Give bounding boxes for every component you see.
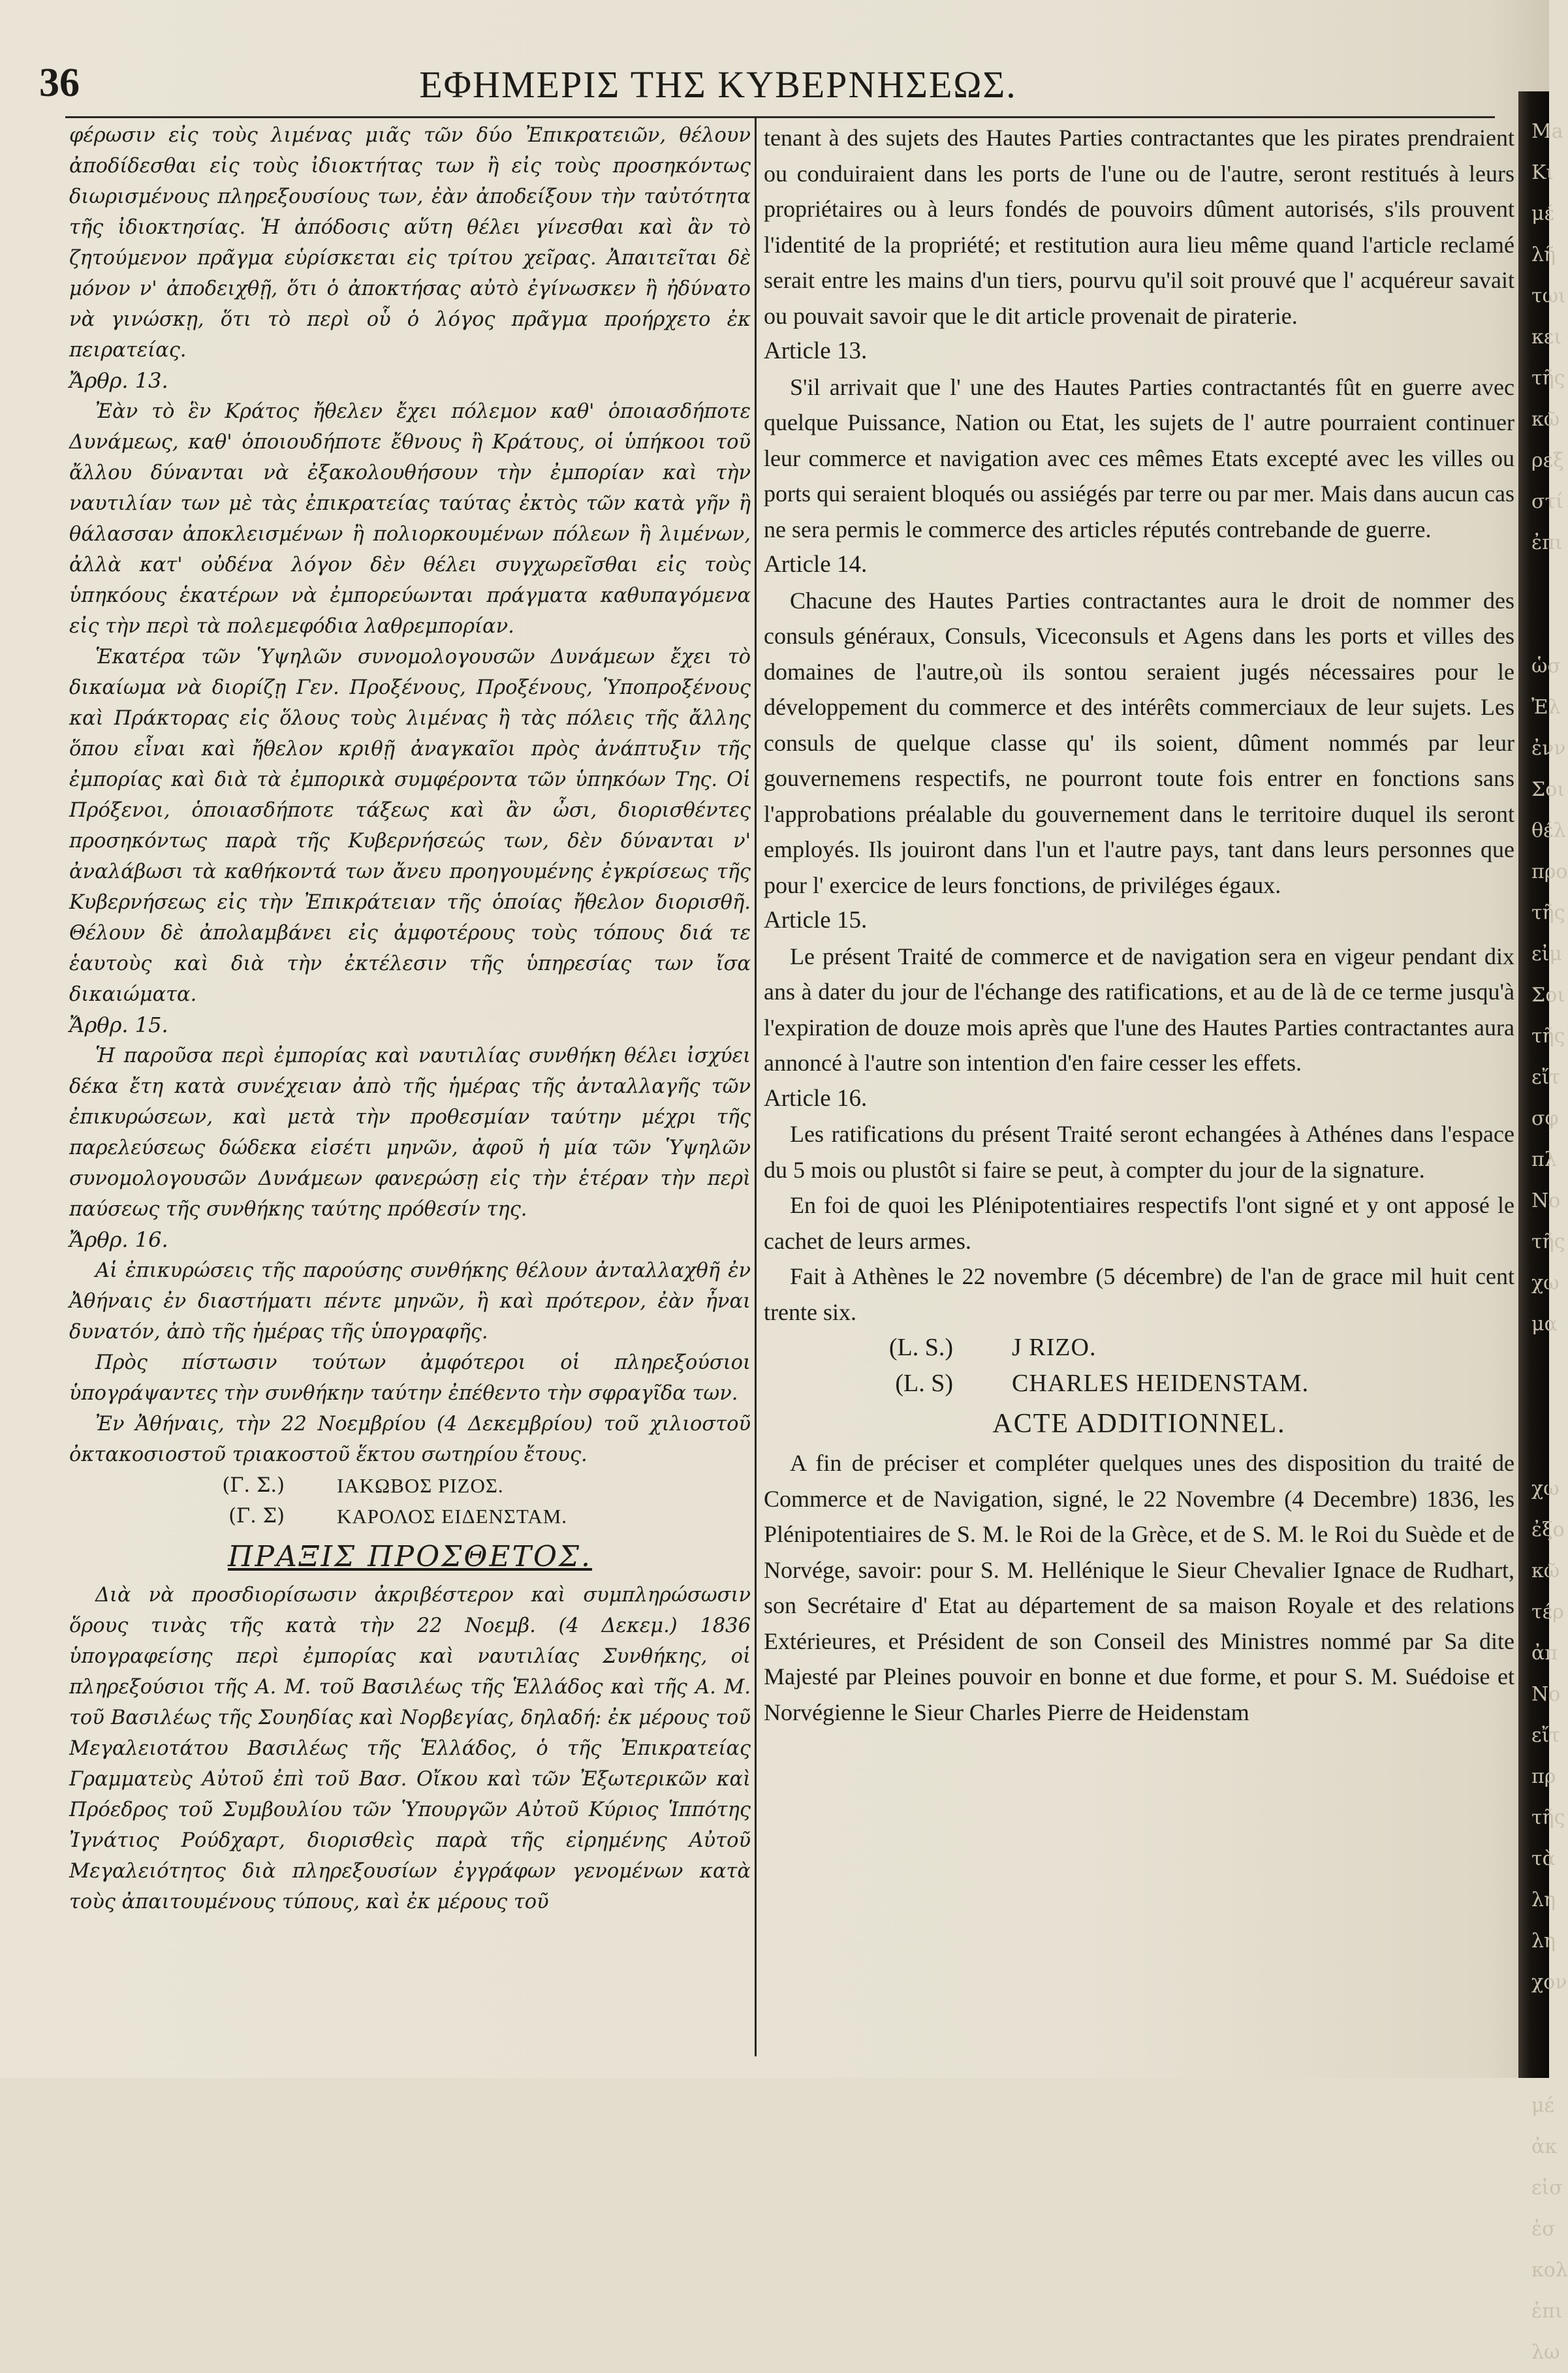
greek-column <box>69 120 751 1917</box>
greek-article-13-heading: Ἄρθρ. 13. <box>69 368 168 393</box>
next-page-fragment: εἰσ <box>1531 2177 1563 2199</box>
french-signature-1 <box>764 1330 1514 1366</box>
greek-article-13-text: Ἐὰν τὸ ἓν Κράτος ἤθελεν ἔχει πόλεμον καθ' ὁποιασδήποτε Δυνάμεως, καθ' ὁποιουδήποτε ἔθνους ἢ Κράτους, οἱ ὑπήκοοι τοῦ ἄλλου δύνανται νὰ ἐξακολουθήσουν τὴν ἐμπορίαν καὶ τὴν ναυτιλίαν των μὲ τὰς ἐπικρατείας ταύτας ἐκτὸς τῶν κατὰ γῆν ἢ θάλασσαν ἀποκλεισμένων ἢ πολιορκουμένων πόλεων ἢ λιμένων, ἀλλὰ κατ' οὐδένα λόγον δὲν θέλει συγχωρεῖσθαι εἰς τοὺς ὑπηκόους ἑκατέρων νὰ ἐμπορεύωνται πράγματα καθυπαγόμενα εἰς τὴν περὶ τὰ πολεμεφόδια λαθρεμπορίαν. <box>69 400 751 638</box>
next-page-fragment: πρ <box>1531 1765 1556 1788</box>
french-article-13-text: S'il arrivait que l' une des Hautes Parties contractantés fût en guerre avec quelque Puissance, Nation ou Etat, les sujets de l' autre pourraient continuer leur commerce et navigation avec ces mêmes Etats excepté avec les villes ou ports qui seraient bloqués ou assiégés par terre ou par mer. Mais dans aucun cas ne sera permis le commerce des articles réputés contrebande de guerre. <box>764 373 1514 542</box>
french-witness-clause: En foi de quoi les Plénipotentiaires respectifs l'ont signé et y ont apposé le cachet de leurs armes. <box>764 1192 1514 1254</box>
seal-mark: (L. S.) <box>888 1334 953 1361</box>
next-page-fragment: σφ <box>1531 1107 1559 1130</box>
next-page-fragment: θέλ <box>1531 819 1566 842</box>
next-page-fragment <box>1531 2044 1549 2085</box>
next-page-fragment: εἴτ <box>1531 1724 1560 1747</box>
next-page-fragment: χον <box>1531 1971 1567 1994</box>
next-page-fragment: ἐξο <box>1531 1518 1565 1541</box>
seal-mark: (Γ. Σ.) <box>222 1474 285 1497</box>
next-page-fragment <box>1531 1427 1549 1468</box>
french-column <box>764 120 1514 1730</box>
next-page-fragment: χω <box>1531 1272 1560 1295</box>
next-page-fragment: πλ <box>1531 1148 1557 1171</box>
next-page-fragment: Ἐλ <box>1531 696 1561 719</box>
french-article-16-text: Les ratifications du présent Traité seront echangées à Athénes dans l'espace du 5 mois ou plustôt si faire se peut, à compter du jour de la signature. <box>764 1121 1514 1183</box>
french-article-12-end: tenant à des sujets des Hautes Parties contractantes que les pirates prendraient ou conduiraient dans les ports de l'une ou de l'autre, seront restitués à leurs propriétaires ou à leurs fondés de pouvoirs dûment autorisés, s'ils prouvent l'identité de la propriété; et restitution aura lieu même quand l'article reclamé serait entre les mains d'un tiers, pourvu qu'il soit prouvé que l' acquéreur savait ou pouvait savoir que le dit article provenait de piraterie. <box>764 125 1514 329</box>
greek-date-clause: Ἐν Ἀθήναις, τὴν 22 Νοεμβρίου (4 Δεκεμβρίου) τοῦ χιλιοστοῦ ὀκτακοσιοστοῦ τριακοστοῦ ἕκτου σωτηρίου ἔτους. <box>69 1413 751 1466</box>
next-page-fragment: Σοι <box>1531 984 1565 1007</box>
french-article-14-text: Chacune des Hautes Parties contractantes aura le droit de nommer des consuls généraux, Consuls, Viceconsuls et Agens dans les ports et villes des domaines de l'autre,où ils sontou seraient jugés nécessaires pour le développement du commerce et des intérêts commerciaux de leur sujets. Les consuls de quelque classe qu' ils soient, dûment nommés par leur gouvernemens respectifs, ne pourront toute fois entrer en fonctions sans l'approbations préalable du gouvernement dans le territoire duquel ils seront employés. Ils jouiront dans l'un et l'autre pays, tant dans leurs personnes que pour l' exercice de leurs fonctions, de priviléges égaux. <box>764 587 1514 898</box>
french-additional-act-title: ACTE ADDITIONNEL. <box>992 1409 1286 1439</box>
greek-signature-1 <box>69 1470 751 1501</box>
next-page-fragment: μέ <box>1531 2094 1555 2117</box>
french-date-clause: Fait à Athènes le 22 novembre (5 décembre) de l'an de grace mil huit cent trente six. <box>764 1263 1514 1325</box>
next-page-fragment: τέρ <box>1531 1601 1564 1624</box>
next-page-fragment: χω <box>1531 1477 1560 1500</box>
next-page-fragment: Νο <box>1531 1683 1561 1706</box>
french-article-14-heading: Article 14. <box>764 551 868 578</box>
next-page-fragment: στί <box>1531 490 1563 513</box>
next-page-fragment: τὰ <box>1531 1847 1556 1870</box>
next-page-fragment: Νο <box>1531 1189 1561 1212</box>
next-page-fragment: ἐπι <box>1531 531 1563 554</box>
next-page-fragment: λῆ <box>1531 244 1556 266</box>
next-page-fragment: Κι <box>1531 161 1554 184</box>
next-page-fragment: κει <box>1531 326 1562 349</box>
page-title: ΕΦΗΜΕΡΙΣ ΤΗΣ ΚΥΒΕΡΝΗΣΕΩΣ. <box>419 63 1017 106</box>
next-page-fragment <box>1531 2003 1549 2044</box>
column-divider <box>755 118 757 2056</box>
signatory-name: J RIZO. <box>1012 1334 1097 1361</box>
greek-article-15-text: Ἡ παροῦσα περὶ ἐμπορίας καὶ ναυτιλίας συνθήκη θέλει ἰσχύει δέκα ἔτη κατὰ συνέχειαν ἀπὸ τῆς ἡμέρας τῆς ἀνταλλαγῆς τῶν ἐπικυρώσεων, καὶ μετὰ τὴν προθεσμίαν ταύτην μέχρι τῆς παρελεύσεως δώδεκα εἰσέτι μηνῶν, ἀφοῦ ἡ μία τῶν Ὑψηλῶν συνομολογουσῶν Δυνάμεων φανερώσῃ εἰς τὴν ἑτέραν τὴν περὶ παύσεως τῆς συνθήκης ταύτης πρόθεσίν της. <box>69 1045 751 1221</box>
next-page-fragment: κῶ <box>1531 408 1560 431</box>
next-page-fragment <box>1531 1345 1549 1386</box>
signatory-name: CHARLES HEIDENSTAM. <box>1012 1369 1309 1397</box>
next-page-fragment: προ <box>1531 860 1568 883</box>
signatory-name: ΙΑΚΩΒΟΣ ΡΙΖΟΣ. <box>337 1474 504 1497</box>
greek-article-14-text: Ἑκατέρα τῶν Ὑψηλῶν συνομολογουσῶν Δυνάμεων ἔχει τὸ δικαίωμα νὰ διορίζῃ Γεν. Προξένους, Προξένους, Ὑποπροξένους καὶ Πράκτορας εἰς ὅλους τοὺς λιμένας ἢ τὰς πόλεις τῆς ἄλλης ὅπου εἶναι καὶ ἤθελον κριθῇ ἀναγκαῖοι πρὸς ἀνάπτυξιν τῆς ἐμπορίας καὶ διὰ τὰ ἐμπορικὰ συμφέροντα τῶν ὑπηκόων Της. Οἱ Πρόξενοι, ὁποιασδήποτε τάξεως καὶ ἂν ὦσι, διορισθέντες προσηκόντως παρὰ τῆς Κυβερνήσεώς των, δὲν δύνανται ν' ἀναλάβωσι τὰ καθήκοντά των ἄνευ προηγουμένης ἐγκρίσεως τῆς Κυβερνήσεως εἰς τὴν Ἐπικράτειαν τῆς ὁποίας ἤθελον διορισθῆ. Θέλουν δὲ ἀπολαμβάνει εἰς ἀμφοτέρους τοὺς τόπους διά τε ἑαυτοὺς καὶ διὰ τὴν ἐκτέλεσιν τῆς ὑπηρεσίας των ἴσα δικαιώματα. <box>69 646 751 1006</box>
next-page-fragment: λη <box>1531 1889 1556 1911</box>
french-article-16-heading: Article 16. <box>764 1084 868 1112</box>
next-page-fragment: τῆς <box>1531 1806 1565 1829</box>
greek-article-12-end: φέρωσιν εἰς τοὺς λιμένας μιᾶς τῶν δύο Ἐπικρατειῶν, θέλουν ἀποδίδεσθαι εἰς τοὺς ἰδιοκτήτας των ἢ εἰς τοὺς προσηκόντως διωρισμένους πληρεξουσίους των, ἐὰν ἀποδείξουν τὴν ταὐτότητα τῆς ἰδιοκτησίας. Ἡ ἀπόδοσις αὕτη θέλει γίνεσθαι καὶ ἂν τὸ ζητούμενον πρᾶγμα εὑρίσκεται εἰς τρίτου χεῖρας. Ἀπαιτεῖται δὲ μόνον ν' ἀποδειχθῇ, ὅτι ὁ ἀποκτήσας αὐτὸ ἐγίνωσκεν ἢ ἠδύνατο νὰ γινώσκῃ, ὅτι τὸ περὶ οὗ ὁ λόγος πρᾶγμα προήρχετο ἐκ πειρατείας. <box>69 124 751 362</box>
seal-mark: (L. S) <box>895 1369 953 1397</box>
next-page-fragment: ἐσ <box>1531 2218 1556 2240</box>
french-additional-act-text: A fin de préciser et compléter quelques unes des disposition du traité de Commerce et de Navigation, signé, le 22 Novembre (4 Decembre) 1836, les Plénipotentiaires de S. M. le Roi de la Grèce, et de S. M. le Roi du Suède et de Norvége, savoir: pour S. M. Hellénique le Sieur Chevalier Ignace de Rudhart, son Secrétaire d' Etat au département de sa maison Royale et des relations Extérieures, et Président de son Conseil des Ministres nommé par Sa dite Majesté par Pleines pouvoir en bonne et due forme, et pour S. M. Suédoise et Norvégienne le Sieur Charles Pierre de Heidenstam <box>764 1450 1514 1725</box>
seal-mark: (Γ. Σ) <box>228 1505 285 1528</box>
next-page-fragment: εἴτ <box>1531 1066 1560 1089</box>
next-page-fragment: κῶ <box>1531 1560 1560 1582</box>
next-page-fragment: εἰμ <box>1531 943 1562 966</box>
greek-witness-clause: Πρὸς πίστωσιν τούτων ἀμφότεροι οἱ πληρεξούσιοι ὑπογράψαντες τὴν συνθήκην ταύτην ἐπέθεντο τὴν σφραγῖδα των. <box>69 1351 751 1405</box>
next-page-fragment: Σοι <box>1531 778 1565 801</box>
next-page-edge <box>1531 111 1568 2373</box>
next-page-fragment: ἀπ <box>1531 1642 1558 1665</box>
next-page-fragment: τῆς <box>1531 902 1565 924</box>
greek-signature-2 <box>69 1501 751 1532</box>
next-page-fragment: Ma <box>1531 120 1563 143</box>
page-number: 36 <box>39 61 80 105</box>
greek-article-16-text: Αἱ ἐπικυρώσεις τῆς παρούσης συνθήκης θέλουν ἀνταλλαχθῆ ἐν Ἀθήναις ἐν διαστήματι πέντε μηνῶν, ἢ καὶ πρότερον, ἐὰν ἦναι δυνατόν, ἀπὸ τῆς ἡμέρας τῆς ὑπογραφῆς. <box>69 1259 751 1344</box>
greek-additional-act-text: Διὰ νὰ προσδιορίσωσιν ἀκριβέστερον καὶ συμπληρώσωσιν ὅρους τινὰς τῆς κατὰ τὴν 22 Νοεμβ. (4 Δεκεμ.) 1836 ὑπογραφείσης περὶ ἐμπορίας καὶ ναυτιλίας Συνθήκης, οἱ πληρεξούσιοι τῆς Α. Μ. τοῦ Βασιλέως τῆς Ἑλλάδος καὶ τῆς Α. Μ. τοῦ Βασιλέως τῆς Σουηδίας καὶ Νορβεγίας, δηλαδή: ἐκ μέρους τοῦ Μεγαλειοτάτου Βασιλέως τῆς Ἑλλάδος, ὁ τῆς Ἐπικρατείας Γραμματεὺς Αὐτοῦ ἐπὶ τοῦ Βασ. Οἴκου καὶ τῶν Ἐξωτερικῶν καὶ Πρόεδρος τοῦ Συμβουλίου τῶν Ὑπουργῶν Αὐτοῦ Κύριος Ἱππότης Ἰγνάτιος Ρούδχαρτ, διορισθεὶς παρὰ τῆς εἰρημένης Αὐτοῦ Μεγαλειότητος διὰ πληρεξουσίων ἐγγράφων γενομένων κατὰ τοὺς ἀπαιτουμένους τύπους, καὶ ἐκ μέρους τοῦ <box>69 1584 751 1913</box>
next-page-fragment: τῆς <box>1531 1025 1565 1048</box>
next-page-fragment: μα <box>1531 1313 1558 1336</box>
next-page-fragment: ὡσ <box>1531 655 1561 678</box>
next-page-fragment: λη <box>1531 1930 1556 1953</box>
next-page-fragment: ρεξ <box>1531 449 1564 472</box>
next-page-fragment: τῆς <box>1531 367 1565 390</box>
greek-additional-act-title: ΠΡΑΞΙΣ ΠΡΟΣΘΕΤΟΣ. <box>227 1540 593 1573</box>
next-page-fragment: ἐπι <box>1531 2300 1563 2323</box>
french-article-15-heading: Article 15. <box>764 907 868 934</box>
french-signature-2 <box>764 1366 1514 1402</box>
next-page-fragment <box>1531 1386 1549 1427</box>
next-page-fragment: ἐνν <box>1531 737 1566 760</box>
next-page-fragment: μέ <box>1531 202 1555 225</box>
next-page-fragment: τωι <box>1531 285 1566 307</box>
signatory-name: ΚΑΡΟΛΟΣ ΕΙΔΕΝΣΤΑΜ. <box>337 1505 568 1528</box>
header-rule <box>65 116 1495 118</box>
next-page-fragment: λω <box>1531 2341 1560 2364</box>
next-page-fragment <box>1531 605 1549 646</box>
page-header <box>39 60 1495 106</box>
greek-article-15-heading: Ἄρθρ. 15. <box>69 1013 168 1037</box>
french-article-15-text: Le présent Traité de commerce et de navigation sera en vigeur pendant dix ans à dater du jour de l'échange des ratifications, et au de là de ce terme jusqu'à l'expiration de douze mois après que l'une des Hautes Parties contractantes aura annoncé à l'autre son intention d'en faire cesser les effets. <box>764 943 1514 1076</box>
greek-article-16-heading: Ἄρθρ. 16. <box>69 1227 168 1252</box>
next-page-fragment: τῆς <box>1531 1231 1565 1253</box>
french-article-13-heading: Article 13. <box>764 338 868 364</box>
next-page-fragment <box>1531 563 1549 605</box>
next-page-fragment: ἀκ <box>1531 2135 1558 2158</box>
next-page-fragment: κολ <box>1531 2259 1568 2282</box>
